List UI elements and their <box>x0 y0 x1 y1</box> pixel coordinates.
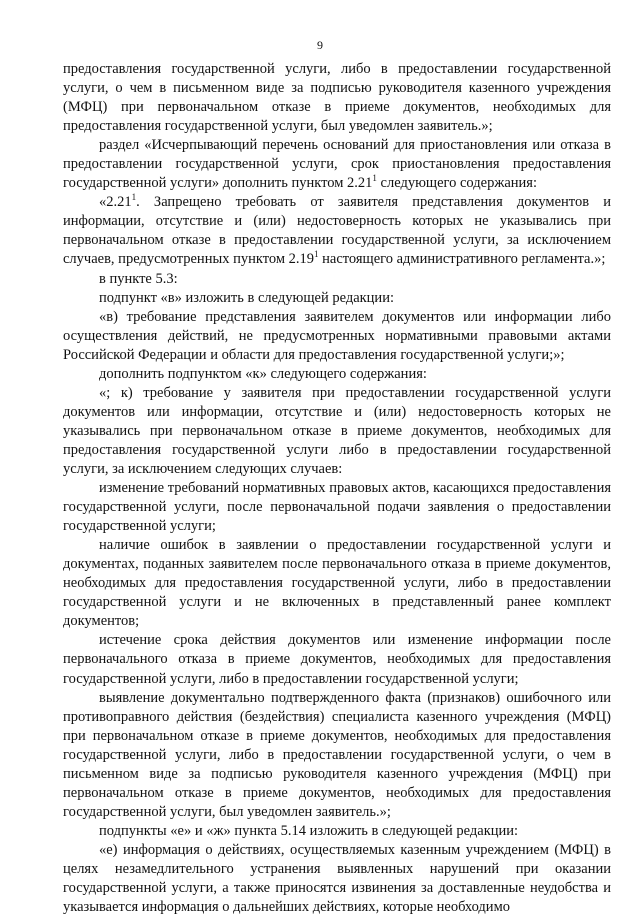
paragraph: в пункте 5.3: <box>99 270 178 287</box>
paragraph: подпункты «е» и «ж» пункта 5.14 изложить в следующей редакции: <box>99 822 519 839</box>
page-number: 9 <box>317 38 323 52</box>
text-fragment: следующего содержания: <box>376 175 537 192</box>
text-fragment: раздел «Исчерпывающий перечень оснований для приостановления или отказа в предоставлении государственной услуги, срок приостановления предоставления государственной услуги» дополнить пунктом 2.21 <box>63 137 611 192</box>
document-body <box>63 60 611 917</box>
paragraph: «в) требование представления заявителем документов или информации либо осуществления действий, не предусмотренных нормативными правовыми актами Российской Федерации и области для предоставления государственной услуги;»; <box>63 308 611 363</box>
paragraph <box>63 193 611 269</box>
paragraph: истечение срока действия документов или изменение информации после первоначального отказа в приеме документов, необходимых для предоставления государственной услуги, либо в предоставлении государственной услуги; <box>63 632 611 687</box>
paragraph <box>63 136 611 193</box>
paragraph: подпункт «в» изложить в следующей редакции: <box>99 289 394 306</box>
superscript: 1 <box>131 192 137 203</box>
text-fragment: . Запрещено требовать от заявителя представления документов и информации, отсутствие и (или) недостоверность которых не указывались при первоначальном отказе в предоставлении государственной услуги, за исключением случаев, предусмотренных пунктом 2.19 <box>63 194 611 268</box>
paragraph: изменение требований нормативных правовых актов, касающихся предоставления государственной услуги, после первоначальной подачи заявления о предоставлении государственной услуги; <box>63 480 611 535</box>
paragraph: дополнить подпунктом «к» следующего содержания: <box>99 365 427 382</box>
paragraph: «е) информация о действиях, осуществляемых казенным учреждением (МФЦ) в целях незамедлительного устранения выявленных нарушений при оказании государственной услуги, а также приносятся извинения за доставленные неудобства и указывается информация о дальнейших действиях, которые необходимо <box>63 841 611 916</box>
paragraph: наличие ошибок в заявлении о предоставлении государственной услуги и документах, поданных заявителем после первоначального отказа в приеме документов, необходимых для предоставления государственной услуги, либо в предоставлении государственной услуги и не включенных в представленный ранее комплект документов; <box>63 537 611 630</box>
text-fragment: «2.21 <box>99 194 132 211</box>
paragraph: «; к) требование у заявителя при предоставлении государственной услуги документов или информации, отсутствие и (или) недостоверность которых не указывались при первоначальном отказе в приеме документов, необходимых для предоставления государственной услуги либо в предоставлении государственной услуги, за исключением следующих случаев: <box>63 384 611 477</box>
paragraph: предоставления государственной услуги, либо в предоставлении государственной услуги, о чем в письменном виде за подписью руководителя казенного учреждения (МФЦ) при первоначальном отказе в приеме документов, необходимых для предоставления государственной услуги, был уведомлен заявитель.»; <box>63 61 611 135</box>
text-fragment: настоящего административного регламента.»; <box>318 251 606 268</box>
superscript: 1 <box>372 173 377 184</box>
superscript: 1 <box>314 249 319 260</box>
paragraph: выявление документально подтвержденного факта (признаков) ошибочного или противоправного действия (бездействия) специалиста казенного учреждения (МФЦ) при первоначальном отказе в приеме документов, необходимых для предоставления государственной услуги, либо в предоставлении государственной услуги, о чем в письменном виде за подписью руководителя казенного учреждения (МФЦ) при первоначальном отказе в приеме документов, необходимых для предоставления государственной услуги, был уведомлен заявитель.»; <box>63 689 611 820</box>
